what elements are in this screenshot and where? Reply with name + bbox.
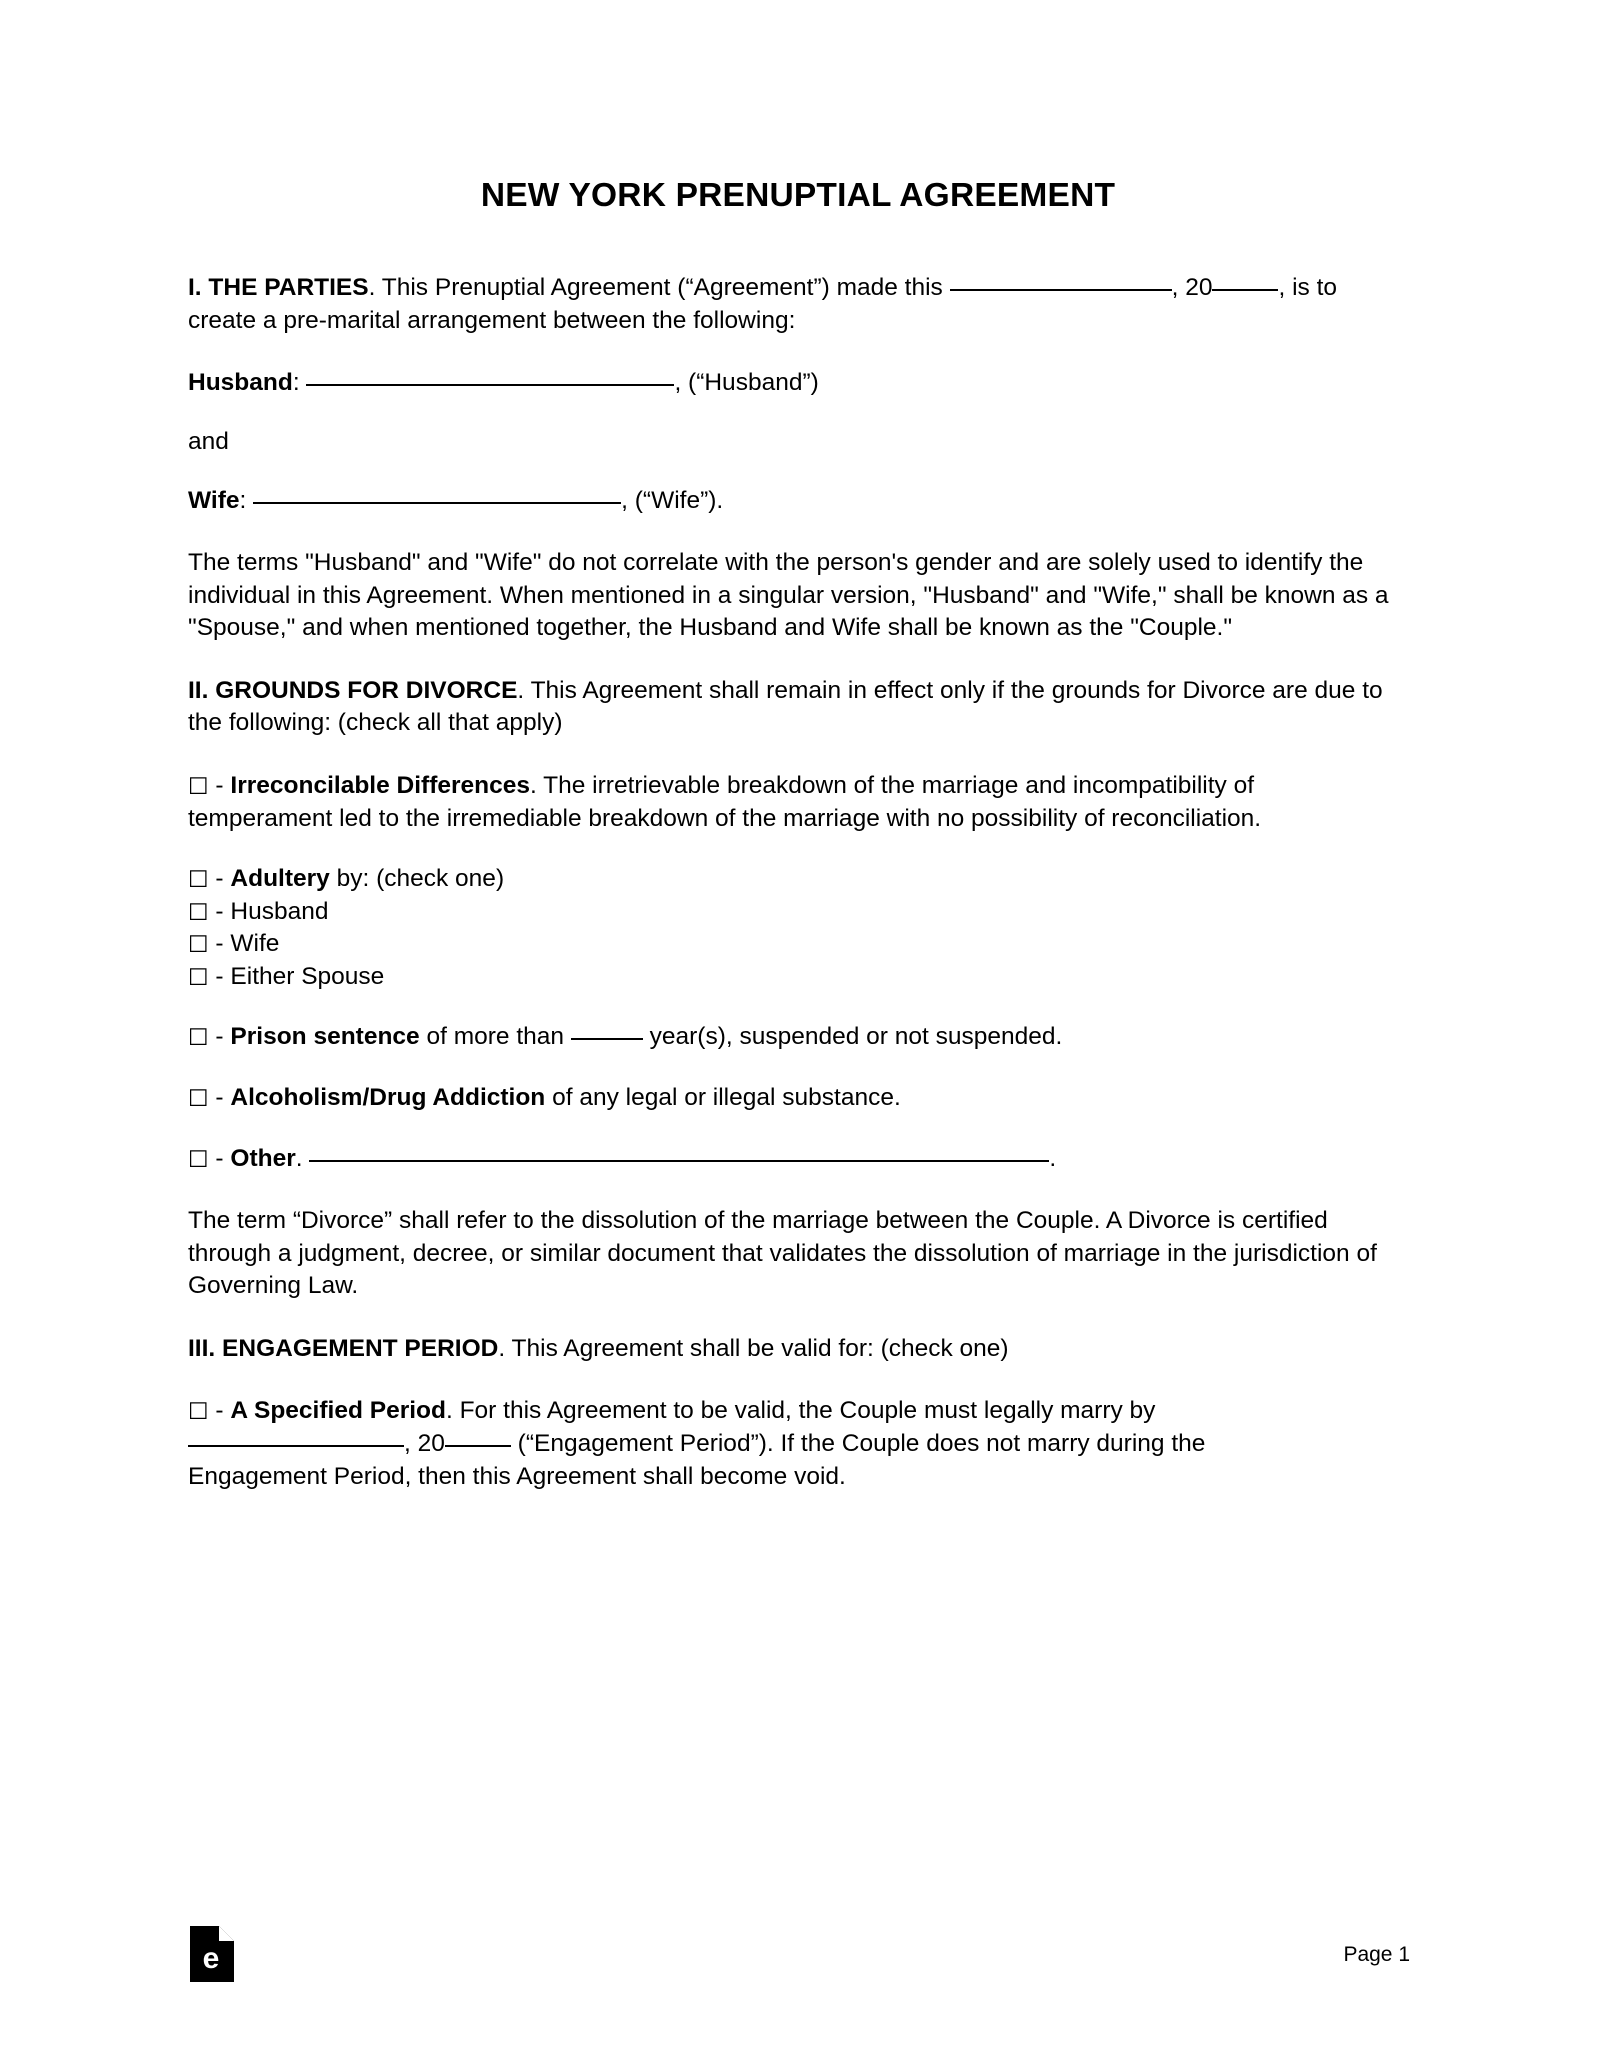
- checkbox-option-specified-period[interactable]: [188, 1395, 1316, 1493]
- checkbox-icon[interactable]: ☐: [188, 1025, 209, 1052]
- checkbox-suboption-wife[interactable]: [188, 928, 1408, 961]
- option-text: . The irretrievable breakdown of the marriage and incompatibility of temperament led to the irremediable breakdown of the marriage with no possibility of reconciliation.: [188, 771, 1262, 832]
- option-dash: -: [208, 771, 231, 799]
- page-number: Page 1: [1343, 1943, 1410, 1966]
- checkbox-icon[interactable]: ☐: [188, 1146, 209, 1173]
- option-text-before: . For this Agreement to be valid, the Couple must legally marry by: [445, 1397, 1156, 1425]
- checkbox-icon[interactable]: ☐: [188, 1086, 209, 1113]
- checkbox-icon[interactable]: ☐: [188, 899, 209, 926]
- section-parties-heading: I. THE PARTIES: [188, 274, 369, 302]
- other-reason-blank[interactable]: [309, 1160, 1049, 1162]
- option-text-after: .: [1049, 1144, 1057, 1172]
- suboption-dash: -: [208, 897, 231, 925]
- checkbox-icon[interactable]: ☐: [188, 1399, 209, 1426]
- checkbox-suboption-husband[interactable]: [188, 896, 1408, 929]
- section-grounds-heading: II. GROUNDS FOR DIVORCE: [188, 676, 518, 704]
- checkbox-suboption-either-spouse[interactable]: [188, 961, 1408, 994]
- husband-suffix: , (“Husband”): [674, 369, 819, 397]
- checkbox-option-adultery[interactable]: [188, 863, 1316, 896]
- option-label: A Specified Period: [230, 1397, 446, 1425]
- checkbox-option-alcoholism-drug-addiction[interactable]: [188, 1082, 1316, 1115]
- section-engagement-intro-text: . This Agreement shall be valid for: (check one): [498, 1334, 1009, 1362]
- checkbox-option-prison-sentence[interactable]: [188, 1021, 1316, 1054]
- suboption-label: Husband: [230, 897, 329, 925]
- wife-field-row: [188, 485, 1316, 518]
- option-text-after: year(s), suspended or not suspended.: [642, 1023, 1063, 1051]
- suboption-label: Wife: [230, 930, 280, 958]
- option-text: by: (check one): [329, 865, 505, 893]
- option-text: of any legal or illegal substance.: [545, 1084, 901, 1112]
- suboption-dash: -: [208, 930, 231, 958]
- checkbox-option-other[interactable]: [188, 1143, 1316, 1176]
- divorce-definition-paragraph: The term “Divorce” shall refer to the dissolution of the marriage between the Couple. A Divorce is certified through a judgment, decree, or similar document that validates the dissolution of marriage in the jurisdiction of Governing Law.: [188, 1207, 1377, 1300]
- option-dash: -: [208, 1397, 231, 1425]
- checkbox-icon[interactable]: ☐: [188, 964, 209, 991]
- marry-by-date-blank[interactable]: [188, 1445, 404, 1447]
- section-grounds-intro-text: . This Agreement shall remain in effect only if the grounds for Divorce are due to the following: (check all that apply): [188, 676, 1383, 737]
- eforms-logo-icon: [190, 1926, 234, 1982]
- husband-field-row: [188, 367, 1316, 400]
- section-parties-intro-text-2: , 20: [1171, 274, 1213, 302]
- option-dash: -: [208, 1023, 231, 1051]
- option-label: Adultery: [230, 865, 330, 893]
- option-dash: -: [208, 1144, 231, 1172]
- option-dash: -: [208, 1084, 231, 1112]
- option-text-after: (“Engagement Period”). If the Couple does not marry during the Engagement Period, then this Agreement shall become void.: [188, 1430, 1206, 1490]
- section-parties-intro-text-1: . This Prenuptial Agreement (“Agreement”) made this: [368, 274, 943, 302]
- suboption-label: Either Spouse: [230, 962, 385, 990]
- page-title: NEW YORK PRENUPTIAL AGREEMENT: [480, 177, 1116, 214]
- option-label: Prison sentence: [230, 1023, 420, 1051]
- agreement-date-blank[interactable]: [950, 289, 1172, 291]
- option-text-before: of more than: [419, 1023, 571, 1051]
- husband-label: Husband: [188, 369, 293, 397]
- option-label: Alcoholism/Drug Addiction: [230, 1084, 546, 1112]
- eforms-logo-letter: e: [202, 1942, 220, 1975]
- option-label: Irreconcilable Differences: [230, 771, 530, 799]
- husband-name-blank[interactable]: [306, 384, 674, 386]
- checkbox-icon[interactable]: ☐: [188, 773, 209, 800]
- marry-by-year-blank[interactable]: [445, 1445, 511, 1447]
- document-body: [188, 0, 1408, 1493]
- section-parties-intro: [188, 272, 1408, 337]
- option-dash: -: [208, 865, 231, 893]
- checkbox-icon[interactable]: ☐: [188, 867, 209, 894]
- wife-name-blank[interactable]: [253, 502, 621, 504]
- suboption-dash: -: [208, 962, 231, 990]
- husband-colon: :: [292, 369, 300, 397]
- option-text-before: .: [295, 1144, 310, 1172]
- section-parties-intro-text-3: , is to create a pre-marital arrangement between the following:: [188, 274, 1338, 334]
- checkbox-icon[interactable]: ☐: [188, 932, 209, 959]
- prison-years-blank[interactable]: [571, 1038, 643, 1040]
- section-engagement-intro: [188, 1333, 1408, 1366]
- wife-colon: :: [239, 486, 247, 514]
- option-text-mid: , 20: [404, 1430, 445, 1458]
- checkbox-option-irreconcilable-differences[interactable]: [188, 770, 1316, 835]
- wife-suffix: , (“Wife”).: [621, 486, 724, 514]
- terms-definition-paragraph: The terms "Husband" and "Wife" do not correlate with the person's gender and are solely used to identify the individual in this Agreement. When mentioned in a singular version, "Husband" and "Wife," shall be known as a "Spouse," and when mentioned together, the Husband and Wife shall be known as the "Couple.": [188, 549, 1389, 642]
- agreement-year-blank[interactable]: [1212, 289, 1278, 291]
- and-connector: and: [188, 427, 229, 455]
- section-grounds-intro: [188, 675, 1408, 740]
- section-engagement-heading: III. ENGAGEMENT PERIOD: [188, 1334, 499, 1362]
- option-label: Other: [230, 1144, 296, 1172]
- wife-label: Wife: [188, 486, 240, 514]
